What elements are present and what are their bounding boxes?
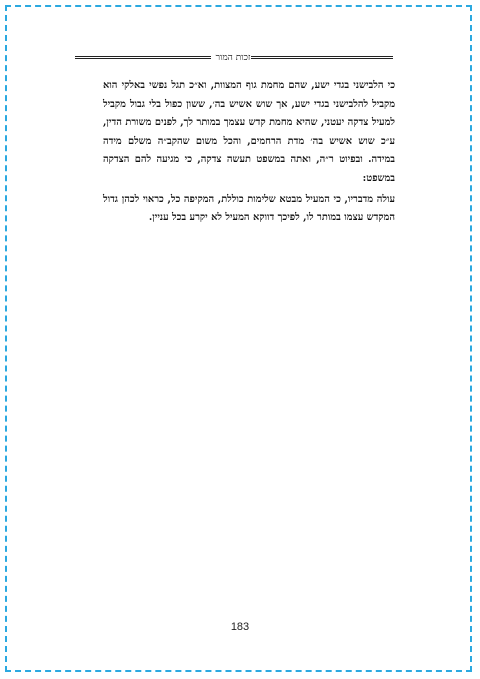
header-rule-right (251, 56, 393, 59)
page-number: 183 (230, 621, 250, 633)
paragraph: כי הלבישני בגדי ישע, שהם מחמת גוף המצוות, וא״כ תגל נפשי באלקי הוא מקביל להלבישני בגדי ישע, אך שוש אשיש בה׳, ששון כפול בלי גבול מקביל למעיל צדקה יעטני, שהיא מחמת קדש עצמך במותר לך, לפנים משורת הדין, ע״כ שוש אשיש בה׳ מדת הרחמים, והכל משום שהקב״ה משלם מידה במידה. ובפיוט ר״ה, ואתה במשפט תעשה צדקה, כי מגיעה להם הצדקה במשפט: (103, 80, 395, 184)
running-header (75, 51, 393, 69)
paragraph: עולה מדבריו, כי המעיל מבטא שלימות כוללת, המקיפה כל, כראוי לכהן גדול המקדש עצמו במותר לו, לפיכך דווקא המעיל לא יקרע בכל עניין. (103, 193, 395, 224)
header-rule-left (75, 56, 211, 59)
header-title: זכות המור (215, 53, 251, 63)
body-text (103, 77, 395, 228)
